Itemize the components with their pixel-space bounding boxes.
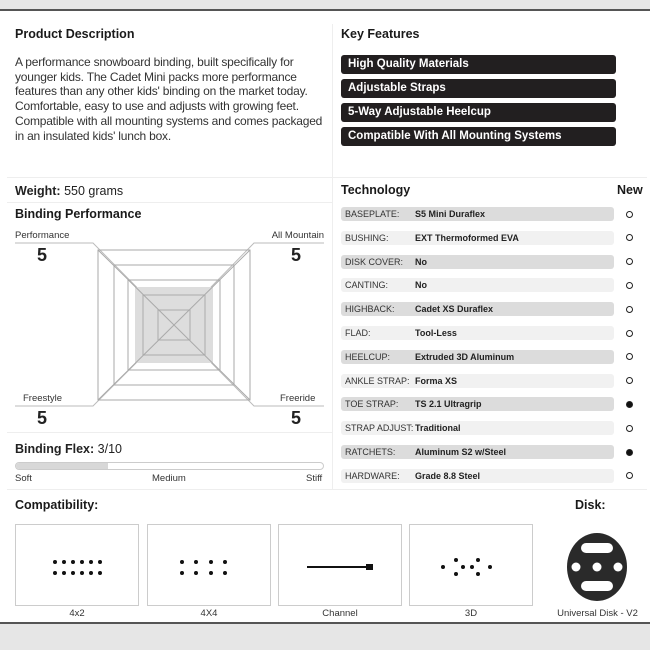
technology-title: Technology xyxy=(341,183,411,197)
technology-key: HIGHBACK: xyxy=(345,304,395,315)
new-empty-dot-icon xyxy=(626,306,633,313)
technology-row xyxy=(341,302,614,316)
compat-channel xyxy=(278,524,402,606)
new-empty-dot-icon xyxy=(626,472,633,479)
technology-value: Forma XS xyxy=(415,375,458,386)
channel-icon xyxy=(279,525,401,605)
4x4-pattern-icon xyxy=(148,525,270,605)
technology-value: Cadet XS Duraflex xyxy=(415,304,494,315)
technology-row xyxy=(341,278,614,292)
technology-key: DISK COVER: xyxy=(345,256,404,267)
4x2-pattern-icon xyxy=(16,525,138,605)
flex-stiff: Stiff xyxy=(306,473,323,484)
description-text: A performance snowboard binding, built specifically for younger kids. The Cadet Mini packs more performance features than any other kids' binding on the market today. Comfortable, easy to use and adjusts with growing feet. Compatible with all mounting systems and comes packaged in an insulated kids' lunch box. xyxy=(15,55,323,143)
compat-4x2 xyxy=(15,524,139,606)
flex-bar xyxy=(15,462,324,470)
technology-value: Tool-Less xyxy=(415,328,457,338)
technology-key: HARDWARE: xyxy=(345,470,400,481)
flex-label: Binding Flex: xyxy=(15,442,95,456)
new-filled-dot-icon xyxy=(626,401,633,408)
axis-value-performance: 5 xyxy=(37,245,48,265)
divider xyxy=(7,489,647,490)
feature-badge: 5-Way Adjustable Heelcup xyxy=(341,103,616,122)
new-empty-dot-icon xyxy=(626,258,633,265)
axis-label-freeride: Freeride xyxy=(280,393,316,404)
flex-value: 3/10 xyxy=(97,442,122,456)
feature-badge: Adjustable Straps xyxy=(341,79,616,98)
new-empty-dot-icon xyxy=(626,211,633,218)
technology-row xyxy=(341,326,614,340)
new-column-header: New xyxy=(617,183,643,197)
compat-3d xyxy=(409,524,533,606)
axis-label-performance: Performance xyxy=(15,230,70,241)
axis-value-all-mountain: 5 xyxy=(291,245,302,265)
feature-badge: High Quality Materials xyxy=(341,55,616,74)
bottom-bar xyxy=(0,622,650,650)
technology-key: TOE STRAP: xyxy=(345,399,399,410)
technology-row xyxy=(341,255,614,269)
technology-value: No xyxy=(415,280,427,291)
technology-key: HEELCUP: xyxy=(345,351,391,362)
technology-row xyxy=(341,374,614,388)
compat-label: 3D xyxy=(464,608,478,619)
performance-title: Binding Performance xyxy=(15,207,142,221)
weight-label: Weight: xyxy=(15,184,61,198)
technology-row xyxy=(341,445,614,459)
axis-label-all-mountain: All Mountain xyxy=(271,230,324,241)
technology-value: Extruded 3D Aluminum xyxy=(415,351,515,362)
flex xyxy=(15,442,122,456)
new-empty-dot-icon xyxy=(626,353,633,360)
technology-row xyxy=(341,469,614,483)
technology-key: BASEPLATE: xyxy=(345,209,400,219)
weight-value: 550 grams xyxy=(64,184,124,198)
feature-badge: Compatible With All Mounting Systems xyxy=(341,127,616,146)
technology-value: No xyxy=(415,256,427,267)
technology-row xyxy=(341,421,614,435)
compat-label: 4x2 xyxy=(69,608,85,619)
universal-disk-icon xyxy=(560,530,635,605)
new-filled-dot-icon xyxy=(626,449,633,456)
new-empty-dot-icon xyxy=(626,282,633,289)
technology-key: CANTING: xyxy=(345,280,389,291)
flex-soft: Soft xyxy=(15,473,32,484)
technology-value: Aluminum S2 w/Steel xyxy=(415,447,507,457)
compat-4x4 xyxy=(147,524,271,606)
technology-key: STRAP ADJUST: xyxy=(345,423,414,434)
technology-value: Grade 8.8 Steel xyxy=(415,470,481,481)
description-title: Product Description xyxy=(15,27,135,41)
axis-value-freestyle: 5 xyxy=(37,408,48,428)
technology-row xyxy=(341,397,614,411)
technology-value: EXT Thermoformed EVA xyxy=(415,232,519,243)
axis-value-freeride: 5 xyxy=(291,408,302,428)
compat-label: 4X4 xyxy=(200,608,218,619)
flex-bar-fill xyxy=(16,463,108,469)
technology-key: FLAD: xyxy=(345,328,371,338)
technology-value: Traditional xyxy=(415,423,461,434)
new-empty-dot-icon xyxy=(626,425,633,432)
technology-value: TS 2.1 Ultragrip xyxy=(415,399,482,410)
flex-medium: Medium xyxy=(152,473,186,484)
performance-radar xyxy=(0,0,330,440)
technology-value: S5 Mini Duraflex xyxy=(415,209,486,219)
technology-row xyxy=(341,231,614,245)
3d-pattern-icon xyxy=(410,525,532,605)
technology-row xyxy=(341,350,614,364)
compat-label: Channel xyxy=(322,608,358,619)
technology-key: ANKLE STRAP: xyxy=(345,375,410,386)
technology-key: BUSHING: xyxy=(345,232,389,243)
technology-key: RATCHETS: xyxy=(345,447,396,457)
key-features-title: Key Features xyxy=(341,27,420,41)
technology-row xyxy=(341,207,614,221)
axis-label-freestyle: Freestyle xyxy=(23,393,63,404)
compatibility-title: Compatibility: xyxy=(15,498,99,512)
new-empty-dot-icon xyxy=(626,234,633,241)
new-empty-dot-icon xyxy=(626,330,633,337)
column-divider xyxy=(332,24,333,489)
disk-title: Disk: xyxy=(575,498,606,512)
disk-label: Universal Disk - V2 xyxy=(557,608,638,619)
new-empty-dot-icon xyxy=(626,377,633,384)
